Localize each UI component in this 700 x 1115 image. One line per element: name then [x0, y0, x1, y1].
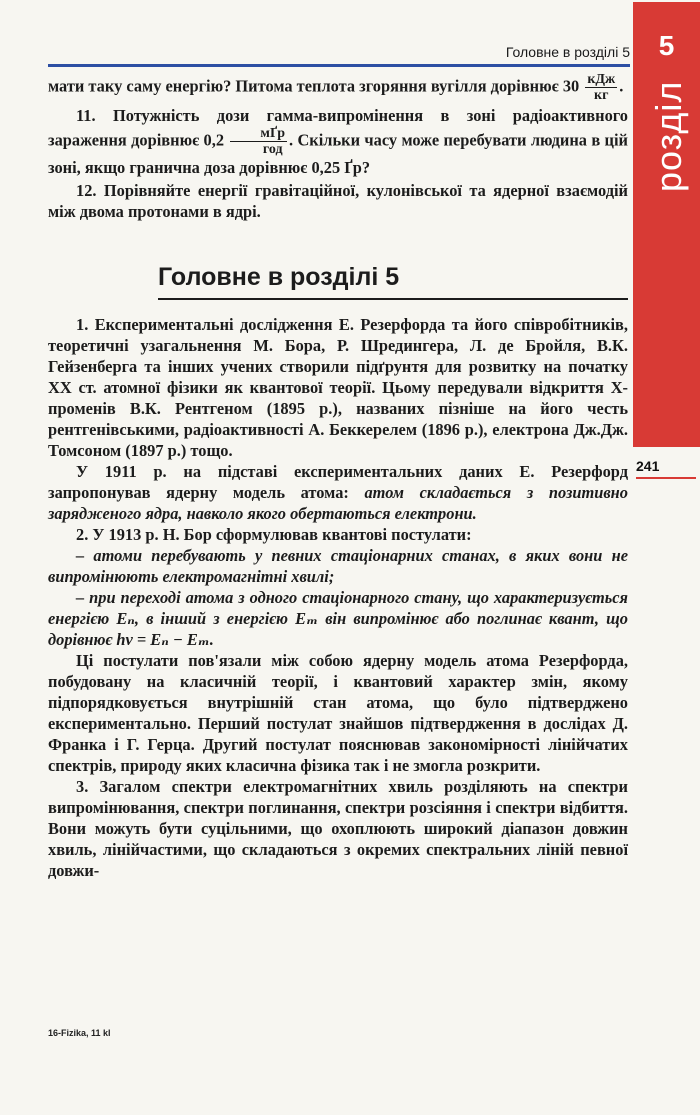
page-content	[48, 72, 628, 881]
page-number: 241	[636, 458, 660, 474]
chapter-tab	[633, 2, 700, 447]
question-11: 11. Потужність дози гамма-випромінення в зоні радіоактивного зараження дорівнює 0,2 $\frac{\text{мҐр}}{\text{год}}$ . Скільки часу може перебувати людина в цій зоні, якщо гранична доза дорівнює 0,25 Ґр?	[48, 106, 628, 177]
summary-paragraph-2: 2. У 1913 р. Н. Бор сформулював квантові постулати:	[76, 525, 472, 544]
summary-paragraph-1: 1. Експериментальні дослідження Е. Резерфорда та його співробітників, теоретичні узагальнення М. Бора, Р. Шредингера, Л. де Бройля, В.К. Гейзенберга та інших учених створили підґрунтя для розвитку на початку XX ст. атомної фізики як квантової теорії. Цьому передували відкриття X-променів В.К. Рентгеном (1895 р.), названих пізніше на його честь рентгенівськими, радіоактивності А. Беккерелем (1896 р.), електрона Дж.Дж. Томсоном (1897 р.) тощо.	[48, 315, 628, 460]
print-signature: 16-Fizika, 11 kl	[48, 1028, 111, 1038]
header-rule	[48, 64, 630, 67]
question-12: 12. Порівняйте енергії гравітаційної, кулонівської та ядерної взаємодій між двома протонами в ядрі.	[48, 181, 628, 221]
fraction-mgy-per-hour: $\frac{\text{мҐр}}{\text{год}}$	[230, 126, 287, 157]
summary-paragraph-rutherford: У 1911 р. на підставі експериментальних даних Е. Резерфорд запропонував ядерну модель атома: атом складається з позитивно зарядженого ядра, навколо якого обертаються електрони.	[48, 462, 628, 523]
section-title: Головне в розділі 5	[158, 262, 628, 300]
chapter-number: 5	[658, 30, 675, 61]
summary-paragraph-3: 3. Загалом спектри електромагнітних хвиль розділяють на спектри випромінювання, спектри поглинання, спектри розсіяння і спектри відбиття. Вони можуть бути суцільними, що охоплюють широкий діапазон довжин хвиль, лінійчастими, що складаються з окремих спектральних ліній певної довжи-	[48, 777, 628, 880]
summary-paragraph-postulates: Ці постулати пов'язали між собою ядерну модель атома Резерфорда, побудовану на класичній теорії, і квантовий характер змін, якому підпорядковується внутрішній стан атома, що було підтверджено експериментально. Перший постулат знайшов підтвердження в дослідах Д. Франка і Г. Герца. Другий постулат пояснював закономірності лінійчатих спектрів, природу яких класична фізика так і не змогла розкрити.	[48, 651, 628, 775]
chapter-word: розділ	[648, 80, 689, 192]
page-number-rule	[636, 477, 696, 479]
paragraph-continuation: мати таку саму енергію? Питома теплота згоряння вугілля дорівнює 30 $\frac{\text{кДж}}{кг}$ .	[48, 72, 624, 103]
fraction-kj-per-kg: $\frac{\text{кДж}}{кг}$	[587, 72, 616, 103]
bohr-postulate-2: – при переході атома з одного стаціонарного стану, що характеризується енергією Eₙ, в інший з енергією Eₘ він випромінює або поглинає квант, що дорівнює hν = Eₙ − Eₘ.	[48, 588, 628, 649]
bohr-postulate-1: – атоми перебувають у певних стаціонарних станах, в яких вони не випромінюють електромагнітні хвилі;	[48, 546, 628, 586]
running-header: Головне в розділі 5	[505, 44, 630, 60]
